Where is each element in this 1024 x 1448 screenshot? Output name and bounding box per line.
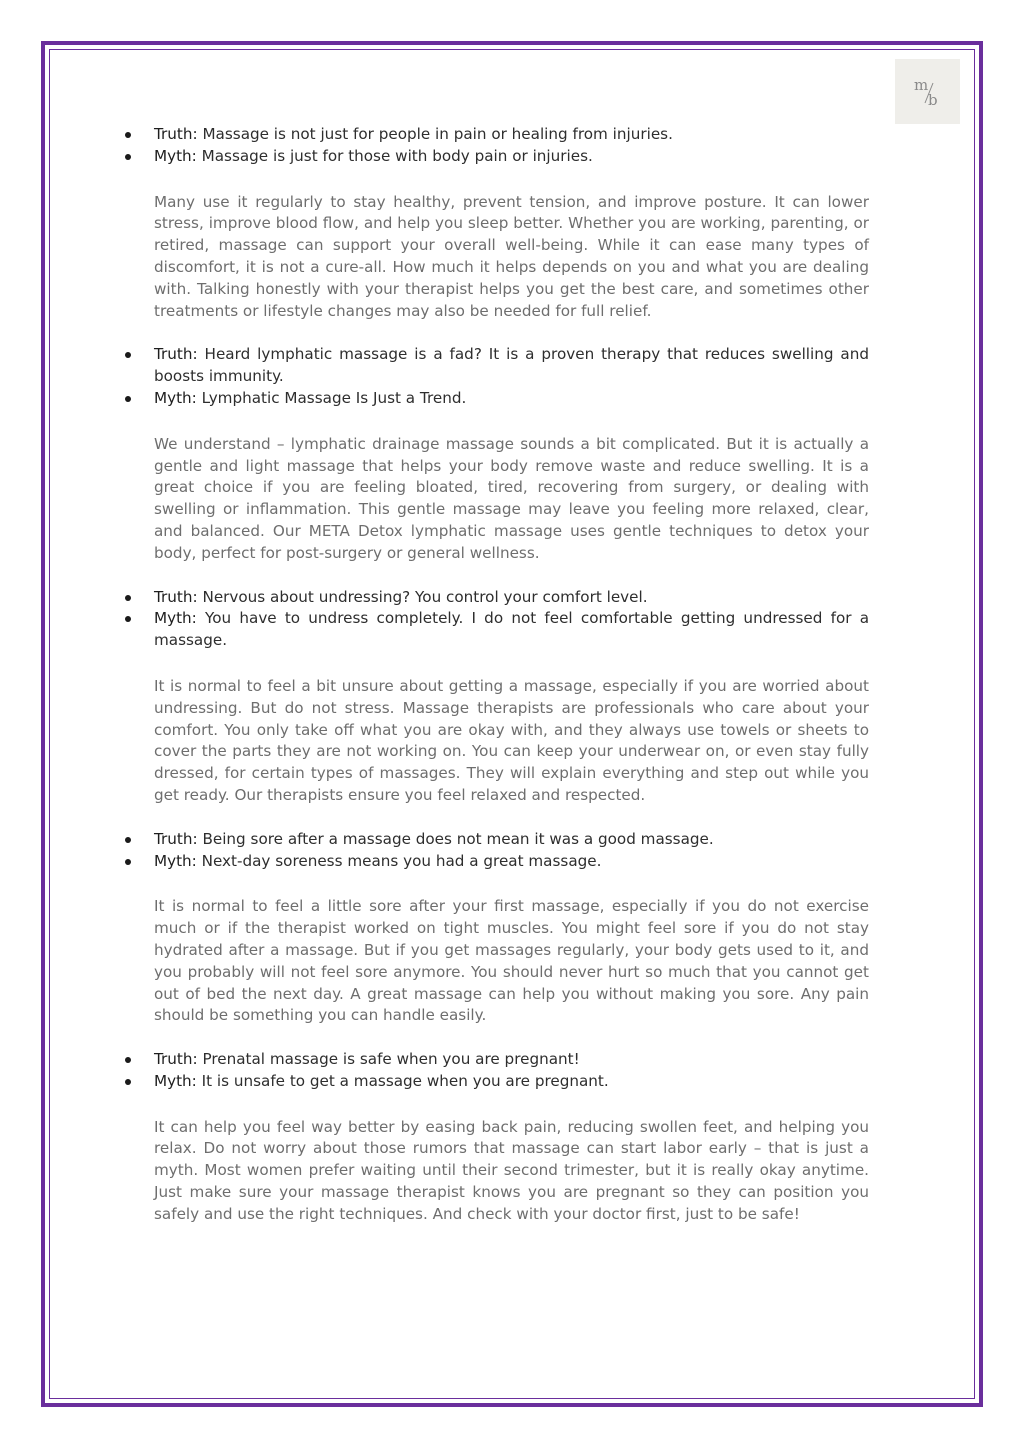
truth-item	[117, 124, 869, 146]
truth-label: Truth:	[154, 345, 198, 364]
explanation-paragraph: It can help you feel way better by easing back pain, reducing swollen feet, and helping you relax. Do not worry about those rumors that massage can start labor early – that is just a myth. Most women prefer waiting until their second trimester, but it is really okay anytime. Just make sure your massage therapist knows you are pregnant so they can position you safely and use the right techniques. And check with your doctor first, just to be safe!	[154, 1117, 869, 1223]
explanation-paragraph: It is normal to feel a bit unsure about getting a massage, especially if you are worried about undressing. But do not stress. Massage therapists are professionals who care about your comfort. You only take off what you are okay with, and they always use towels or sheets to cover the parts they are not working on. You can keep your underwear on, or even stay fully dressed, for certain types of massages. They will explain everything and step out while you get ready. Our therapists ensure you feel relaxed and respected.	[154, 676, 869, 804]
brand-logo	[895, 59, 960, 124]
myth-text: It is unsafe to get a massage when you are pregnant.	[196, 1071, 609, 1090]
truth-item	[117, 344, 869, 388]
myth-label: Myth:	[154, 388, 197, 407]
myth-text: Lymphatic Massage Is Just a Trend.	[196, 388, 467, 407]
myth-item	[117, 1071, 869, 1093]
myth-item	[117, 851, 869, 873]
myth-text: Massage is just for those with body pain or injuries.	[196, 146, 593, 165]
myth-text: You have to undress completely. I do not feel comfortable getting undressed for a massage.	[154, 609, 869, 650]
myth-label: Myth:	[154, 609, 197, 628]
myth-item	[117, 388, 869, 410]
svg-text:m: m	[913, 75, 928, 94]
brand-monogram-icon	[913, 75, 943, 109]
truth-label: Truth:	[154, 125, 198, 143]
explanation-paragraph: Many use it regularly to stay healthy, prevent tension, and improve posture. It can lower stress, improve blood flow, and help you sleep better. Whether you are working, parenting, or retired, massage can support your overall well-being. While it can ease many types of discomfort, it is not a cure-all. How much it helps depends on you and what you are dealing with. Talking honestly with your therapist helps you get the best care, and sometimes other treatments or lifestyle changes may also be needed for full relief.	[154, 192, 869, 320]
truth-text: Nervous about undressing? You control your comfort level.	[197, 587, 648, 606]
truth-label: Truth:	[154, 587, 198, 606]
truth-myth-list	[117, 124, 869, 168]
truth-label: Truth:	[154, 829, 198, 848]
myth-item	[117, 608, 869, 652]
truth-myth-list	[117, 829, 869, 873]
svg-text:b: b	[927, 90, 938, 109]
myth-item	[117, 146, 869, 168]
explanation-paragraph: It is normal to feel a little sore after your first massage, especially if you do not exercise much or if the therapist worked on tight muscles. You might feel sore if you do not stay hydrated after a massage. But if you get massages regularly, your body gets used to it, and you probably will not feel sore anymore. You should never hurt so much that you cannot get out of bed the next day. A great massage can help you without making you sore. Any pain should be something you can handle easily.	[154, 897, 869, 1025]
section-lymphatic-massage	[117, 344, 869, 564]
truth-label: Truth:	[154, 1050, 198, 1069]
truth-text: Massage is not just for people in pain or healing from injuries.	[197, 125, 673, 143]
truth-text: Prenatal massage is safe when you are pregnant!	[197, 1050, 580, 1069]
myth-label: Myth:	[154, 851, 197, 870]
section-massage-for-pain	[117, 124, 869, 322]
truth-item	[117, 829, 869, 851]
truth-item	[117, 587, 869, 609]
truth-myth-list	[117, 344, 869, 409]
document-body	[117, 124, 869, 1226]
section-prenatal	[117, 1049, 869, 1226]
truth-myth-list	[117, 587, 869, 652]
section-undressing	[117, 587, 869, 807]
myth-label: Myth:	[154, 146, 197, 165]
myth-label: Myth:	[154, 1071, 197, 1090]
section-soreness	[117, 829, 869, 1027]
explanation-paragraph: We understand – lymphatic drainage massage sounds a bit complicated. But it is actually a gentle and light massage that helps your body remove waste and reduce swelling. It is a great choice if you are feeling bloated, tired, recovering from surgery, or dealing with swelling or inflammation. This gentle massage may leave you feeling more relaxed, clear, and balanced. Our META Detox lymphatic massage uses gentle techniques to detox your body, perfect for post-surgery or general wellness.	[154, 434, 869, 562]
myth-text: Next-day soreness means you had a great massage.	[196, 851, 602, 870]
truth-text: Heard lymphatic massage is a fad? It is a proven therapy that reduces swelling and boosts immunity.	[154, 345, 869, 386]
truth-text: Being sore after a massage does not mean it was a good massage.	[197, 829, 714, 848]
truth-item	[117, 1049, 869, 1071]
truth-myth-list	[117, 1049, 869, 1093]
